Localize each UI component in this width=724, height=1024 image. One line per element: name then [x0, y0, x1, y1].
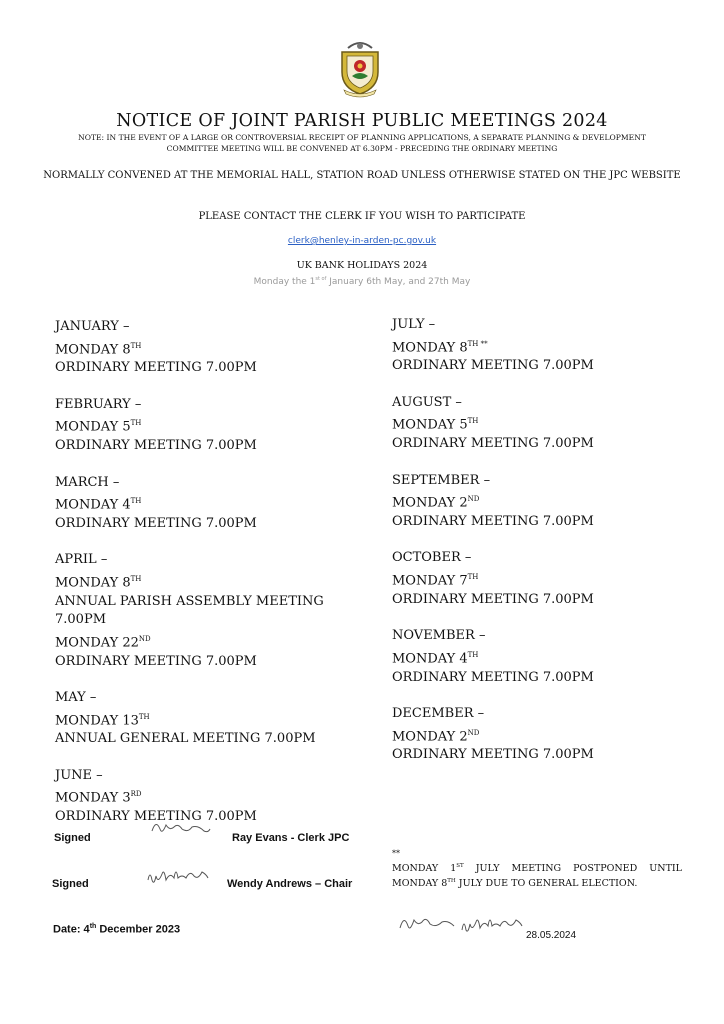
- meeting-line: MONDAY 4TH: [392, 650, 479, 667]
- contact-statement: PLEASE CONTACT THE CLERK IF YOU WISH TO PARTICIPATE: [198, 211, 526, 222]
- clerk-email: [0, 236, 724, 246]
- month-block: [55, 689, 345, 749]
- month-heading: AUGUST –: [392, 394, 462, 410]
- month-heading: JULY –: [392, 317, 436, 332]
- month-heading: NOVEMBER –: [392, 628, 486, 644]
- signed-label-2: Signed: [52, 878, 89, 890]
- month-block: [392, 394, 682, 454]
- month-heading: FEBRUARY –: [55, 396, 142, 412]
- month-heading: DECEMBER –: [392, 706, 485, 722]
- meeting-line: ORDINARY MEETING 7.00PM: [55, 438, 257, 454]
- meeting-line: MONDAY 22ND: [55, 634, 151, 651]
- meeting-line: MONDAY 3RD: [55, 790, 142, 806]
- month-block: [392, 472, 682, 532]
- meeting-line: MONDAY 8TH: [55, 574, 142, 591]
- meeting-line: ORDINARY MEETING 7.00PM: [392, 513, 594, 529]
- month-block: [392, 627, 682, 687]
- meeting-line: ORDINARY MEETING 7.00PM: [392, 747, 594, 763]
- amendment-date: 28.05.2024: [526, 930, 577, 941]
- month-heading: JANUARY –: [55, 319, 130, 334]
- bank-holidays-title: UK BANK HOLIDAYS 2024: [296, 260, 428, 271]
- meeting-line: ANNUAL PARISH ASSEMBLY MEETING: [55, 593, 324, 609]
- meeting-line: MONDAY 5TH: [392, 417, 479, 433]
- meeting-line: ORDINARY MEETING 7.00PM: [55, 360, 257, 376]
- meeting-line: MONDAY 7TH: [392, 572, 479, 589]
- month-block: [392, 549, 682, 609]
- month-heading: MAY –: [55, 690, 97, 706]
- month-block: [55, 318, 345, 378]
- meeting-line: MONDAY 8TH: [55, 341, 142, 357]
- meeting-line: MONDAY 2ND: [392, 728, 480, 744]
- month-heading: APRIL –: [55, 552, 108, 568]
- clerk-signature: [148, 817, 212, 839]
- parish-crest-logo: [330, 38, 390, 98]
- meeting-line: MONDAY 4TH: [55, 497, 142, 513]
- amendment-signatures: [396, 908, 526, 938]
- month-block: [55, 474, 345, 534]
- clerk-email-link[interactable]: clerk@henley-in-arden-pc.gov.uk: [287, 236, 437, 246]
- postponement-note: [392, 847, 682, 890]
- signed-date: Date: 4th December 2023: [53, 923, 181, 936]
- month-heading: OCTOBER –: [392, 550, 472, 566]
- month-block: [392, 316, 682, 376]
- meeting-line: MONDAY 5TH: [55, 419, 142, 435]
- clerk-name: Ray Evans - Clerk JPC: [232, 832, 350, 844]
- meeting-line: MONDAY 2ND: [392, 495, 480, 511]
- meeting-line: ORDINARY MEETING 7.00PM: [392, 669, 594, 685]
- schedule-left-column: [55, 318, 345, 845]
- month-block: [55, 396, 345, 456]
- meeting-line: ORDINARY MEETING 7.00PM: [55, 515, 257, 531]
- chair-signature: [146, 862, 210, 888]
- chair-name: Wendy Andrews – Chair: [227, 878, 353, 890]
- month-heading: MARCH –: [55, 474, 120, 490]
- meeting-line: MONDAY 13TH: [55, 712, 150, 728]
- page-title: NOTICE OF JOINT PARISH PUBLIC MEETINGS 2024: [116, 111, 608, 131]
- meeting-line: ORDINARY MEETING 7.00PM: [392, 436, 594, 452]
- meeting-line: ORDINARY MEETING 7.00PM: [55, 653, 257, 669]
- planning-note: NOTE: IN THE EVENT OF A LARGE OR CONTROVERSIAL RECEIPT OF PLANNING APPLICATIONS, A SEPARATE PLANNING & DEVELOPMENT COMMITTEE MEETING WILL BE CONVENED AT 6.30PM - PRECEDING THE ORDINARY MEETING: [78, 133, 646, 153]
- venue-statement: NORMALLY CONVENED AT THE MEMORIAL HALL, STATION ROAD UNLESS OTHERWISE STATED ON THE JPC WEBSITE: [43, 170, 681, 181]
- schedule-right-column: [392, 316, 682, 783]
- meeting-line: 7.00PM: [55, 612, 107, 628]
- month-heading: JUNE –: [55, 767, 103, 783]
- month-block: [55, 551, 345, 671]
- month-heading: SEPTEMBER –: [392, 472, 491, 488]
- postponement-text: MONDAY 1ST JULY MEETING POSTPONED UNTIL MONDAY 8TH JULY DUE TO GENERAL ELECTION.: [392, 863, 682, 890]
- signed-label-1: Signed: [54, 832, 91, 844]
- meeting-line: MONDAY $8^{TH **}$: [392, 339, 488, 355]
- meeting-line: ORDINARY MEETING 7.00PM: [392, 358, 594, 374]
- bank-holidays-dates: Monday the $1^{st of}$ January 6th May, and 27th May: [253, 276, 471, 287]
- postponement-marker: **: [392, 849, 400, 858]
- month-block: [392, 705, 682, 765]
- meeting-line: ORDINARY MEETING 7.00PM: [55, 809, 257, 825]
- meeting-line: ORDINARY MEETING 7.00PM: [392, 591, 594, 607]
- meeting-line: ANNUAL GENERAL MEETING 7.00PM: [55, 731, 316, 747]
